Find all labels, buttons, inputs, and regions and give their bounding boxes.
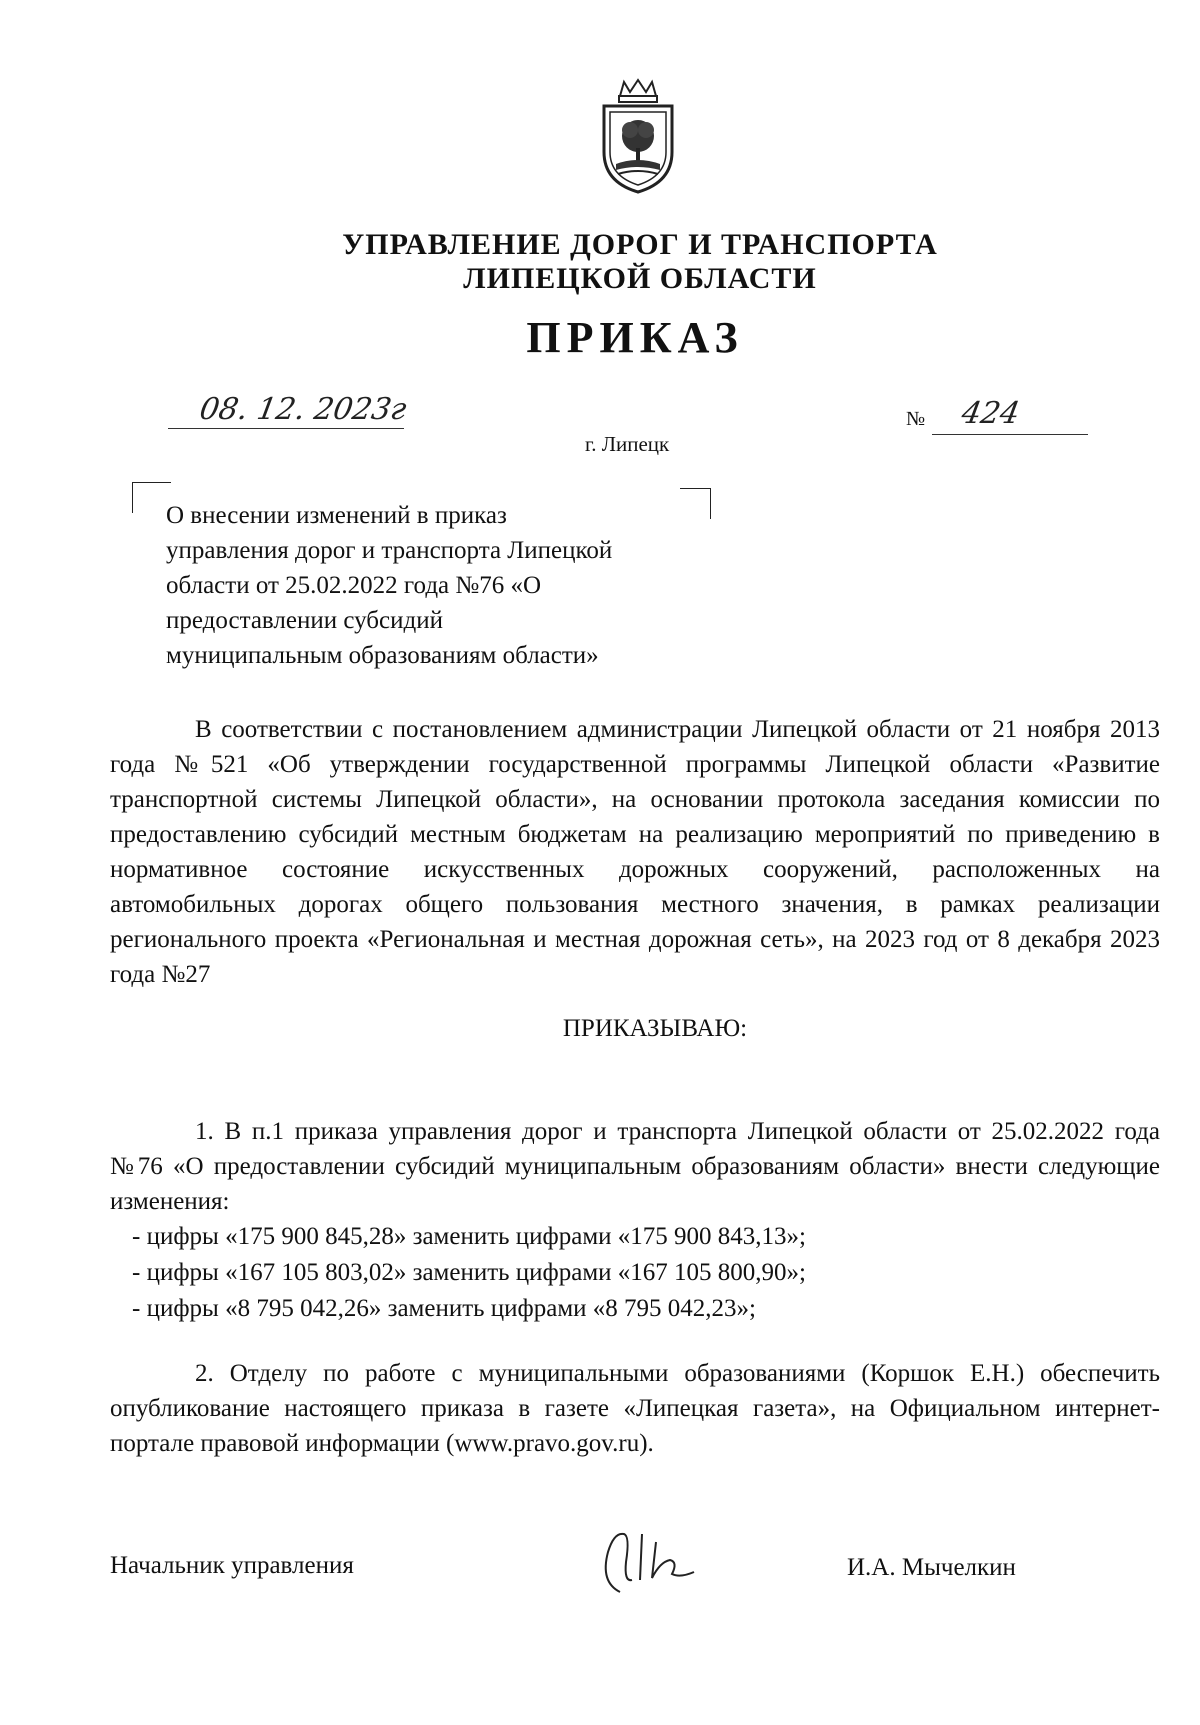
subject-line: предоставлении субсидий xyxy=(166,607,443,634)
document-title: ПРИКАЗ xyxy=(526,313,744,362)
list-item: - цифры «167 105 803,02» заменить цифрами «167 105 800,90»; xyxy=(132,1259,806,1286)
handwritten-signature xyxy=(590,1522,720,1602)
organization-name-line-2: ЛИПЕЦКОЙ ОБЛАСТИ xyxy=(463,262,817,295)
number-underline xyxy=(932,434,1088,435)
signatory-name: И.А. Мычелкин xyxy=(847,1554,1016,1581)
handwritten-number: 424 xyxy=(958,396,1023,431)
list-item: - цифры «8 795 042,26» заменить цифрами «8 795 042,23»; xyxy=(132,1295,756,1322)
number-label: № xyxy=(906,408,926,430)
changes-list xyxy=(132,1219,806,1327)
clause-2-paragraph xyxy=(110,1356,1160,1461)
preamble-paragraph xyxy=(110,712,1160,992)
list-item: - цифры «175 900 845,28» заменить цифрами «175 900 843,13»; xyxy=(132,1223,806,1250)
coat-of-arms-icon xyxy=(590,78,686,196)
preamble-text: В соответствии с постановлением администрации Липецкой области от 21 ноября 2013 года №521 «Об утверждении государственной программы Липецкой области «Развитие транспортной системы Липецкой области», на основании протокола заседания комиссии по предоставлению субсидий местным бюджетам на реализацию мероприятий по приведению в нормативное состояние искусственных дорожных сооружений, расположенных на автомобильных дорогах общего пользования местного значения, в рамках реализации регионального проекта «Региональная и местная дорожная сеть», на 2023 год от 8 декабря 2023 года №27 xyxy=(110,716,1160,988)
subject-line: О внесении изменений в приказ xyxy=(166,502,507,529)
subject-block xyxy=(166,498,726,673)
subject-line: управления дорог и транспорта Липецкой xyxy=(166,537,613,564)
subject-line: муниципальным образованиям области» xyxy=(166,642,599,669)
clause-1-text: 1. В п.1 приказа управления дорог и транспорта Липецкой области от 25.02.2022 года №76 «О предоставлении субсидий муниципальным образованиям области» внести следующие изменения: xyxy=(110,1118,1160,1215)
organization-name-line-1: УПРАВЛЕНИЕ ДОРОГ И ТРАНСПОРТА xyxy=(342,228,938,261)
handwritten-date: 08. 12. 2023г xyxy=(196,392,410,427)
clause-1-paragraph xyxy=(110,1114,1160,1219)
signatory-title: Начальник управления xyxy=(110,1552,354,1579)
date-underline xyxy=(168,428,404,429)
clause-2-text: 2. Отделу по работе с муниципальными образованиями (Коршок Е.Н.) обеспечить опубликование настоящего приказа в газете «Липецкая газета», на Официальном интернет-портале правовой информации (www.pravo.gov.ru). xyxy=(110,1360,1160,1457)
subject-line: области от 25.02.2022 года №76 «О xyxy=(166,572,542,599)
city: г. Липецк xyxy=(585,432,670,456)
order-word: ПРИКАЗЫВАЮ: xyxy=(562,1015,748,1042)
